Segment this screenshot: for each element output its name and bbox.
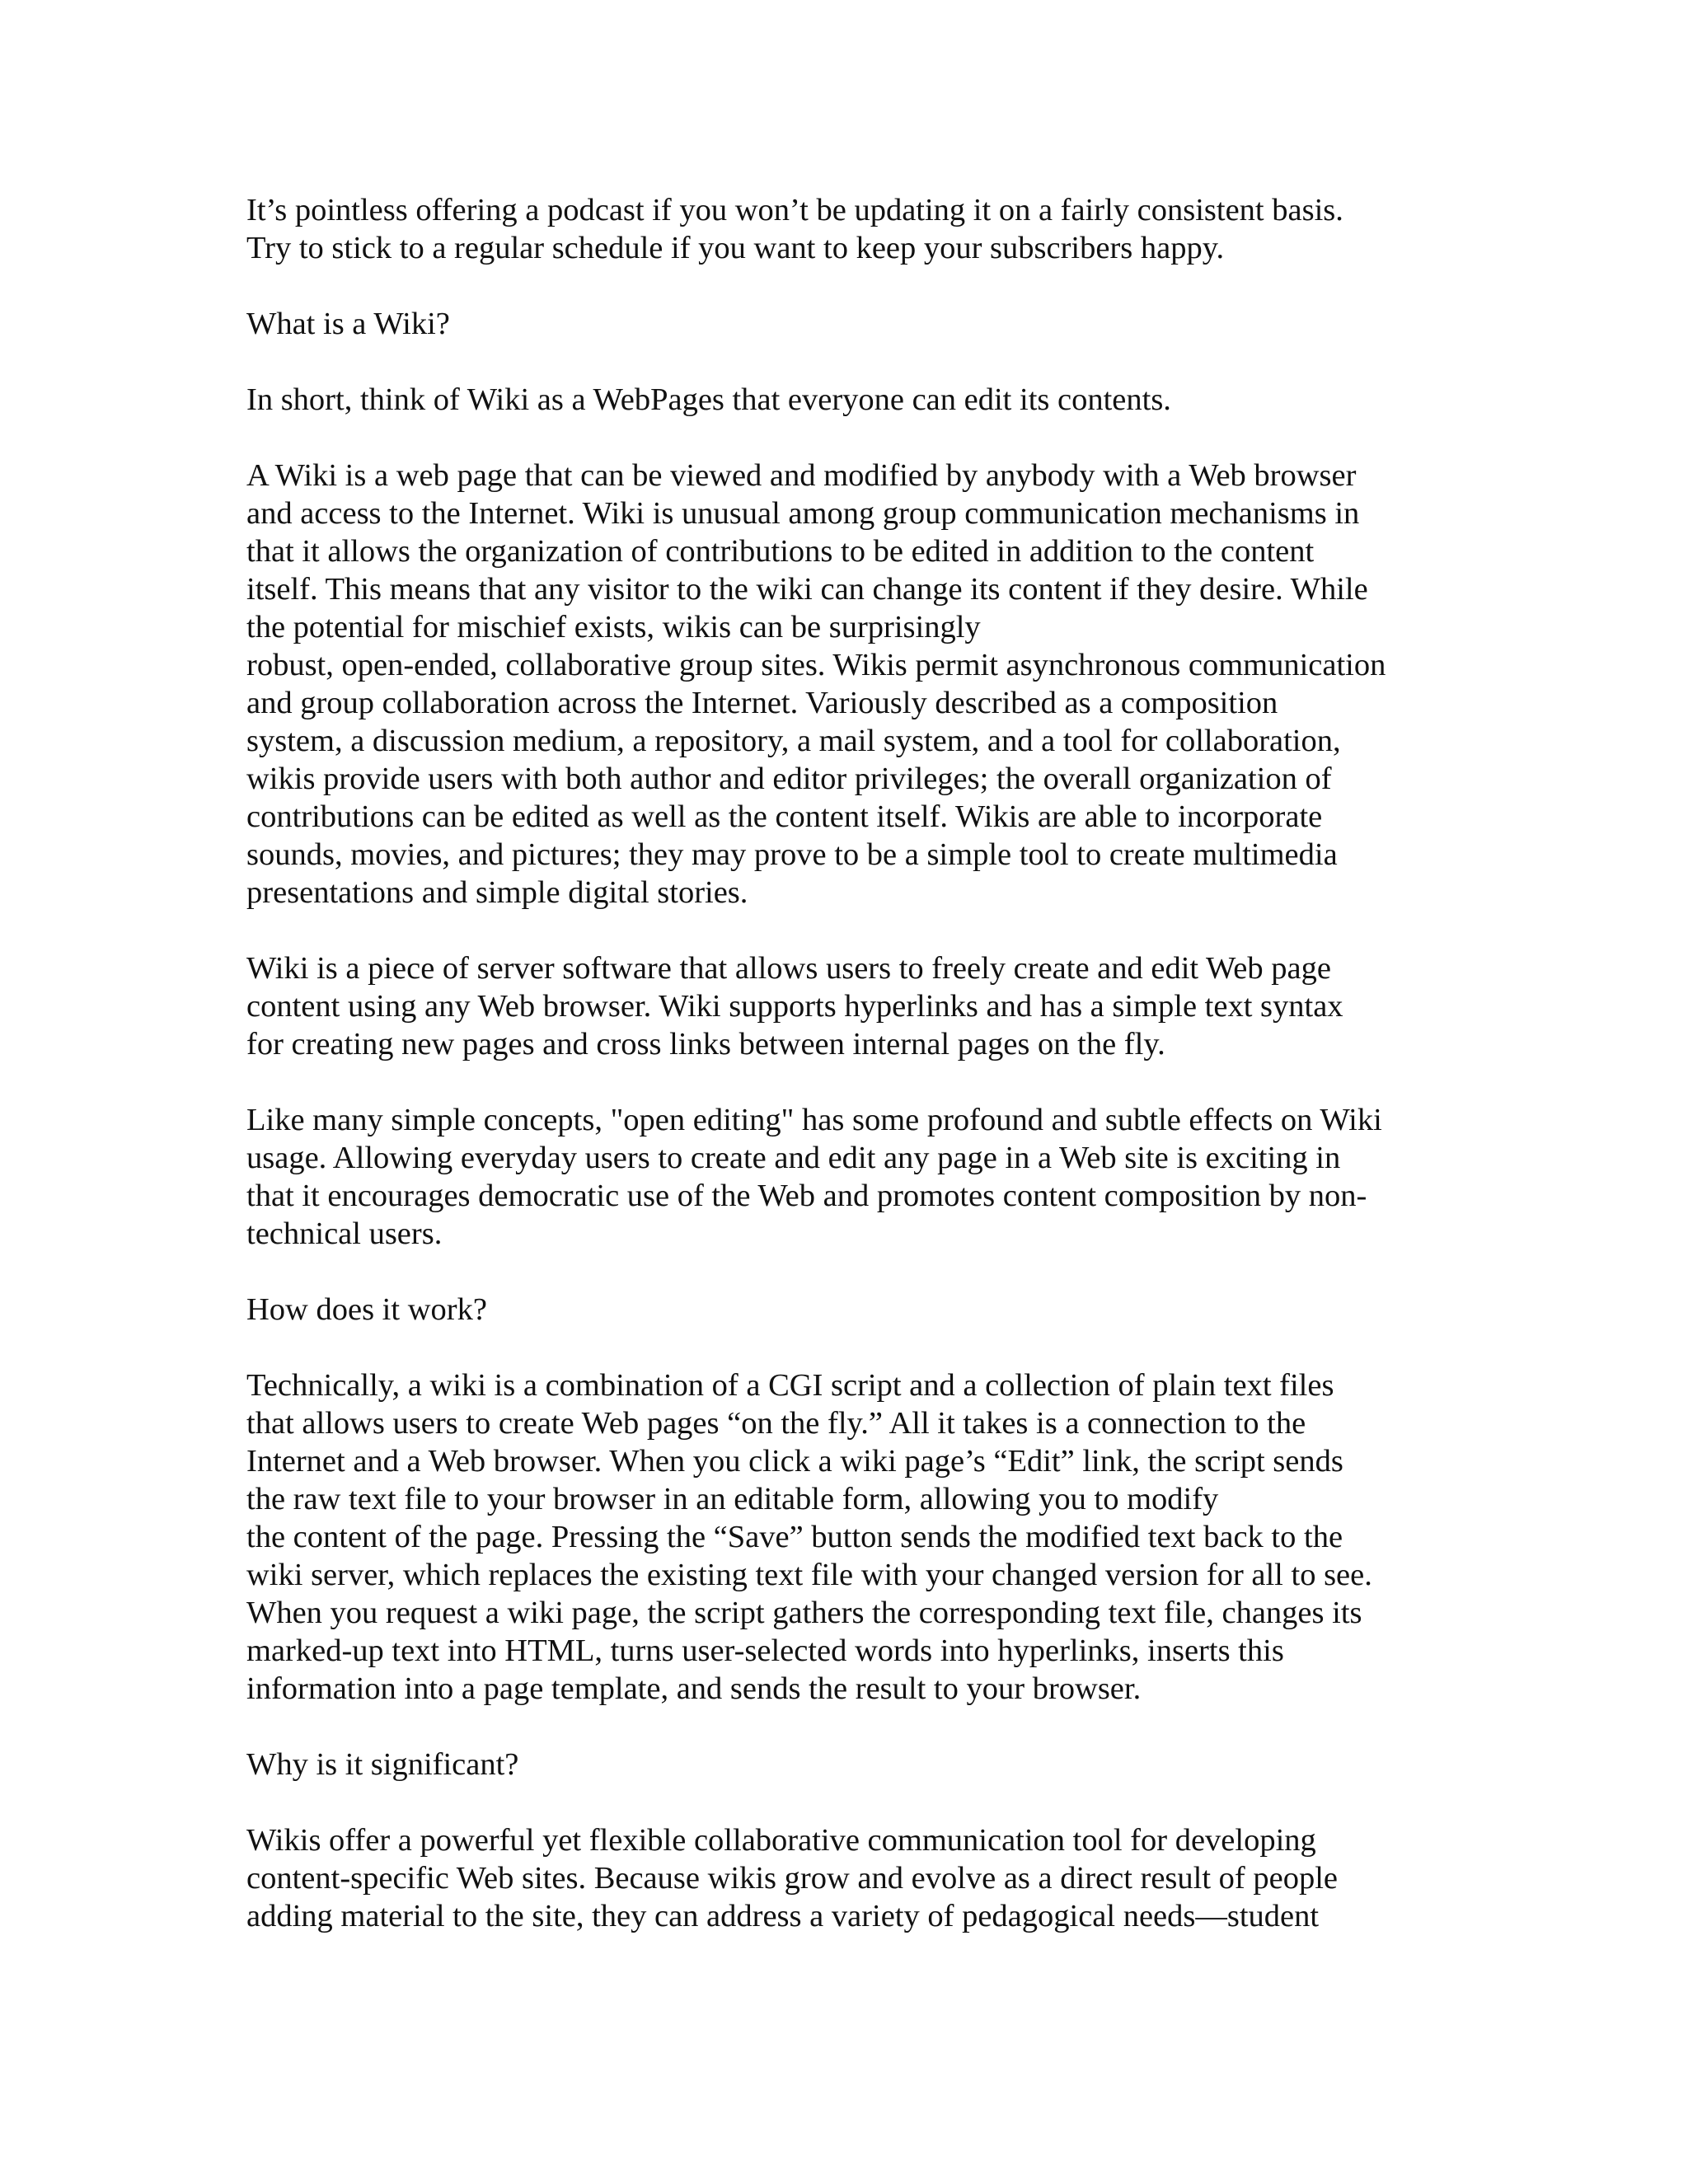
section-heading: [246, 305, 1458, 343]
text-line: content using any Web browser. Wiki supports hyperlinks and has a simple text syntax: [246, 989, 1343, 1024]
text-line: system, a discussion medium, a repository, a mail system, and a tool for collaboration,: [246, 724, 1341, 758]
paragraph: [246, 1366, 1458, 1708]
text-line: A Wiki is a web page that can be viewed and modified by anybody with a Web browser: [246, 458, 1357, 493]
text-line: Internet and a Web browser. When you click a wiki page’s “Edit” link, the script sends: [246, 1444, 1343, 1479]
text-line: presentations and simple digital stories.: [246, 875, 748, 910]
text-line: In short, think of Wiki as a WebPages that everyone can edit its contents.: [246, 382, 1171, 417]
text-line: that allows users to create Web pages “on the fly.” All it takes is a connection to the: [246, 1406, 1306, 1441]
text-line: It’s pointless offering a podcast if you won’t be updating it on a fairly consistent basis.: [246, 193, 1343, 227]
text-line: Wiki is a piece of server software that allows users to freely create and edit Web page: [246, 951, 1331, 986]
text-line: and access to the Internet. Wiki is unusual among group communication mechanisms in: [246, 496, 1360, 531]
text-line: marked-up text into HTML, turns user-selected words into hyperlinks, inserts this: [246, 1633, 1284, 1668]
text-line: When you request a wiki page, the script gathers the corresponding text file, changes its: [246, 1596, 1362, 1630]
text-line: robust, open-ended, collaborative group sites. Wikis permit asynchronous communication: [246, 648, 1386, 682]
paragraph: [246, 381, 1458, 419]
text-line: that it encourages democratic use of the Web and promotes content composition by non-: [246, 1179, 1367, 1213]
text-line: What is a Wiki?: [246, 307, 450, 341]
text-line: wiki server, which replaces the existing text file with your changed version for all to see.: [246, 1558, 1372, 1592]
text-line: How does it work?: [246, 1292, 487, 1327]
text-line: Wikis offer a powerful yet flexible collaborative communication tool for developing: [246, 1823, 1316, 1858]
text-line: wikis provide users with both author and editor privileges; the overall organization of: [246, 762, 1332, 796]
paragraph: [246, 949, 1458, 1063]
text-line: Technically, a wiki is a combination of a CGI script and a collection of plain text files: [246, 1368, 1334, 1403]
text-line: usage. Allowing everyday users to create and edit any page in a Web site is exciting in: [246, 1141, 1341, 1175]
text-line: the raw text file to your browser in an editable form, allowing you to modify: [246, 1482, 1219, 1516]
text-line: Try to stick to a regular schedule if you want to keep your subscribers happy.: [246, 231, 1225, 265]
document-body: [246, 191, 1458, 1935]
paragraph: [246, 1821, 1458, 1935]
text-line: itself. This means that any visitor to the wiki can change its content if they desire. While: [246, 572, 1368, 607]
text-line: and group collaboration across the Internet. Variously described as a composition: [246, 686, 1278, 720]
paragraph: [246, 1101, 1458, 1253]
text-line: the potential for mischief exists, wikis can be surprisingly: [246, 610, 981, 644]
section-heading: [246, 1746, 1458, 1783]
section-heading: [246, 1291, 1458, 1329]
text-line: that it allows the organization of contributions to be edited in addition to the content: [246, 534, 1315, 569]
text-line: technical users.: [246, 1216, 443, 1251]
text-line: for creating new pages and cross links between internal pages on the fly.: [246, 1027, 1165, 1062]
text-line: Like many simple concepts, "open editing" has some profound and subtle effects on Wiki: [246, 1103, 1382, 1137]
paragraph: [246, 191, 1458, 267]
paragraph: [246, 457, 1458, 912]
text-line: adding material to the site, they can address a variety of pedagogical needs—student: [246, 1899, 1320, 1933]
text-line: information into a page template, and sends the result to your browser.: [246, 1671, 1142, 1706]
text-line: the content of the page. Pressing the “Save” button sends the modified text back to the: [246, 1520, 1343, 1554]
text-line: contributions can be edited as well as the content itself. Wikis are able to incorporate: [246, 799, 1323, 834]
text-line: Why is it significant?: [246, 1747, 519, 1782]
text-line: content-specific Web sites. Because wikis grow and evolve as a direct result of people: [246, 1861, 1339, 1896]
text-line: sounds, movies, and pictures; they may prove to be a simple tool to create multimedia: [246, 837, 1338, 872]
